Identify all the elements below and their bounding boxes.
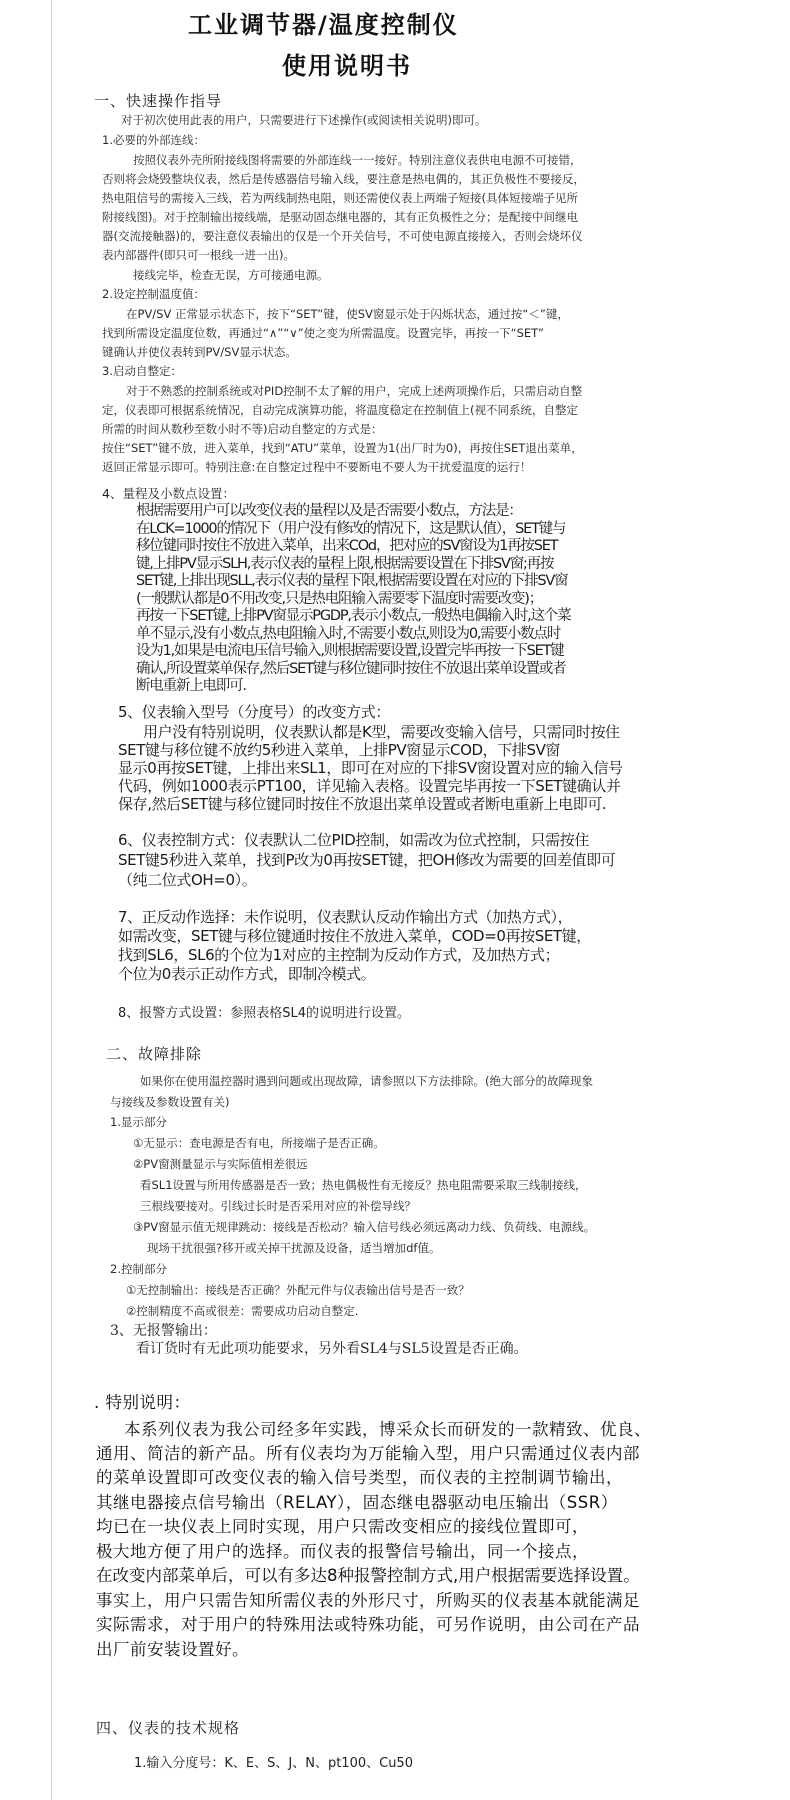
- step-3-line: 对于不熟悉的控制系统或对PID控制不太了解的用户，完成上述两项操作后，只需启动自整: [126, 384, 583, 398]
- section-7-line: 7、正反动作选择：未作说明，仪表默认反动作输出方式（加热方式），: [118, 908, 573, 926]
- display-issue: 三根线要接对。引线过长时是否采用对应的补偿导线？: [140, 1199, 416, 1213]
- special-note-heading: . 特别说明：: [94, 1393, 191, 1412]
- troubleshooting-intro: 如果你在使用温控器时遇到问题或出现故障，请参照以下方法排除。(绝大部分的故障现象: [140, 1074, 593, 1088]
- section-5-line: SET键与移位键不放约5秒进入菜单，上排PV窗显示COD，下排SV窗: [118, 741, 561, 759]
- step-1-line: 器(交流接触器)的，要注意仪表输出的仅是一个开关信号，不可使电源直接接入，否则会烧坏仪: [102, 229, 583, 243]
- section-6-line: （纯二位式OH=0）。: [118, 871, 257, 889]
- step-1-line: 附接线图)。对于控制输出接线端，是驱动固态继电器的，其有正负极性之分；是配接中间继电: [102, 210, 578, 224]
- section-4-line: 移位键同时按住不放进入菜单，出来COd，把对应的SV窗设为1再按SET: [136, 538, 558, 554]
- step-1-heading: 1.必要的外部连线：: [102, 133, 205, 147]
- special-note-line: 出厂前安装设置好。: [96, 1640, 249, 1659]
- display-issue: ③PV窗显示值无规律跳动：接线是否松动？输入信号线必须远离动力线、负荷线、电源线。: [133, 1220, 596, 1234]
- section-6-line: 6、仪表控制方式：仪表默认二位PID控制，如需改为位式控制，只需按住: [118, 831, 589, 849]
- section-1-heading: 一、快速操作指导: [94, 92, 223, 110]
- section-8-line: 8、报警方式设置：参照表格SL4的说明进行设置。: [118, 1006, 411, 1021]
- section-7-line: 如需改变，SET键与移位键通时按住不放进入菜单，COD=0再按SET键，: [118, 927, 591, 945]
- alarm-issue-line: 看订货时有无此项功能要求，另外看SL4与SL5设置是否正确。: [136, 1341, 528, 1357]
- control-issue: ②控制精度不高或很差：需要成功启动自整定.: [126, 1304, 359, 1318]
- step-2-line: 在PV/SV 正常显示状态下，按下“SET”键，使SV窗显示处于闪烁状态，通过按“＜”键，: [126, 307, 569, 321]
- display-issue: 看SL1设置与所用传感器是否一致；热电偶极性有无接反？热电阻需要采取三线制接线，: [140, 1178, 587, 1192]
- step-1-line: 表内部器件(即只可一根线一进一出)。: [102, 248, 295, 262]
- special-note-line: 通用、简洁的新产品。所有仪表均为万能输入型，用户只需通过仪表内部: [96, 1444, 640, 1463]
- section-4-line: (一般默认都是0不用改变,只是热电阻输入需要零下温度时需要改变)；: [136, 591, 543, 607]
- tech-spec-input-types: 1.输入分度号：K、E、S、J、N、pt100、Cu50: [134, 1756, 413, 1771]
- section-4-line: 根据需要用户可以改变仪表的量程以及是否需要小数点，方法是：: [136, 503, 522, 519]
- troubleshooting-heading: 二、故障排除: [106, 1045, 203, 1063]
- section-4-line: 单不显示,没有小数点,热电阻输入时,不需要小数点,则设为0,需要小数点时: [136, 626, 561, 642]
- section-6-line: SET键5秒进入菜单，找到P改为0再按SET键，把OH修改为需要的回差值即可: [118, 851, 616, 869]
- step-3-line: 定，仪表即可根据系统情况，自动完成演算功能，将温度稳定在控制值上(视不同系统，自整定: [102, 403, 578, 417]
- display-issue: ①无显示：查电源是否有电，所接端子是否正确。: [133, 1136, 385, 1150]
- alarm-issue-heading: 3、无报警输出：: [110, 1323, 217, 1339]
- left-margin-rule: [51, 0, 52, 1800]
- control-issue: ①无控制输出：接线是否正确？外配元件与仪表输出信号是否一致？: [126, 1283, 470, 1297]
- step-2-heading: 2.设定控制温度值：: [102, 287, 205, 301]
- control-issues-heading: 2.控制部分: [110, 1262, 167, 1276]
- step-2-line: 找到所需设定温度位数，再通过“∧”“∨”使之变为所需温度。设置完毕，再按一下“SET”: [102, 326, 544, 340]
- display-issue: ②PV窗测量显示与实际值相差很远: [133, 1157, 308, 1171]
- step-3-line: 返回正常显示即可。特别注意:在自整定过程中不要断电不要人为干扰爱温度的运行！: [102, 460, 532, 474]
- display-issue: 现场干扰很强?移开或关掉干扰源及设备，适当增加df值。: [147, 1241, 441, 1255]
- step-1-line: 否则将会烧毁整块仪表，然后是传感器信号输入线，要注意是热电偶的，其正负极性不要接反，: [102, 172, 585, 186]
- special-note-line: 在改变内部菜单后，可以有多达8种报警控制方式,用户根据需要选择设置。: [96, 1566, 640, 1585]
- section-5-line: 保存,然后SET键与移位键同时按住不放退出菜单设置或者断电重新上电即可.: [118, 795, 607, 813]
- section-4-line: 在LCK=1000的情况下（用户没有修改的情况下，这是默认值），SET键与: [136, 521, 566, 537]
- special-note-line: 极大地方便了用户的选择。而仪表的报警信号输出，同一个接点，: [96, 1542, 589, 1561]
- special-note-line: 均已在一块仪表上同时实现，用户只需改变相应的接线位置即可，: [96, 1517, 589, 1536]
- special-note-line: 实际需求，对于用户的特殊用法或特殊功能，可另作说明，由公司在产品: [96, 1615, 640, 1634]
- section-7-line: 个位为0表示正动作方式，即制冷模式。: [118, 965, 376, 983]
- troubleshooting-intro: 与接线及参数设置有关): [110, 1095, 230, 1109]
- special-note-line: 事实上，用户只需告知所需仪表的外形尺寸，所购买的仪表基本就能满足: [96, 1591, 640, 1610]
- section-4-heading: 4、量程及小数点设置：: [102, 486, 235, 501]
- section-4-line: 断电重新上电即可.: [136, 678, 246, 694]
- step-3-heading: 3.启动自整定：: [102, 364, 182, 378]
- step-1-closing: 接线完毕，检查无误，方可接通电源。: [133, 268, 329, 282]
- section-4-line: 设为1,如果是电流电压信号输入,则根据需要设置,设置完毕再按一下SET键: [136, 643, 564, 659]
- display-issues-heading: 1.显示部分: [110, 1115, 167, 1129]
- tech-spec-heading: 四、仪表的技术规格: [96, 1719, 241, 1737]
- step-3-line: 所需的时间从数秒至数小时不等)启动自整定的方式是：: [102, 422, 383, 436]
- step-1-line: 热电阻信号的需接入三线，若为两线制热电阻，则还需使仪表上两端子短接(具体短接端子见所: [102, 191, 578, 205]
- step-1-line: 按照仪表外壳所附接线图将需要的外部连线一一接好。特别注意仪表供电电源不可接错，: [133, 153, 582, 167]
- step-3-line: 按住“SET”键不放，进入菜单，找到“ATU”菜单，设置为1(出厂时为0)，再按住SET退出菜单，: [102, 441, 583, 455]
- section-5-line: 显示0再按SET键，上排出来SL1，即可在对应的下排SV窗设置对应的输入信号: [118, 759, 623, 777]
- section-1-intro: 对于初次使用此表的用户，只需要进行下述操作(或阅读相关说明)即可。: [121, 113, 487, 127]
- section-5-line: 用户没有特别说明，仪表默认都是K型，需要改变输入信号，只需同时按住: [143, 723, 620, 741]
- title-line-1: 工业调节器/温度控制仪: [188, 11, 459, 39]
- special-note-line: 本系列仪表为我公司经多年实践，博采众长而研发的一款精致、优良、: [124, 1420, 651, 1439]
- section-5-heading: 5、仪表输入型号（分度号）的改变方式：: [118, 703, 390, 721]
- section-4-line: 确认,所设置菜单保存,然后SET键与移位键同时按住不放退出菜单设置或者: [136, 661, 566, 677]
- special-note-line: 的菜单设置即可改变仪表的输入信号类型，而仪表的主控制调节输出，: [96, 1468, 623, 1487]
- section-4-line: 再按一下SET键,上排PV窗显示PGDP,表示小数点,一般热电偶输入时,这个菜: [136, 608, 571, 624]
- section-5-line: 代码，例如1000表示PT100，详见输入表格。设置完毕再按一下SET键确认并: [118, 777, 621, 795]
- title-line-2: 使用说明书: [282, 52, 412, 80]
- special-note-line: 其继电器接点信号输出（RELAY），固态继电器驱动电压输出（SSR）: [96, 1493, 618, 1512]
- section-7-line: 找到SL6，SL6的个位为1对应的主控制为反动作方式，及加热方式；: [118, 946, 560, 964]
- section-4-line: 键,上排PV显示SLH,表示仪表的量程上限,根据需要设置在下排SV窗;再按: [136, 556, 554, 572]
- section-4-line: SET键,上排出现SLL,表示仪表的量程下限,根据需要设置在对应的下排SV窗: [136, 573, 568, 589]
- step-2-line: 键确认并使仪表转到PV/SV显示状态。: [102, 345, 297, 359]
